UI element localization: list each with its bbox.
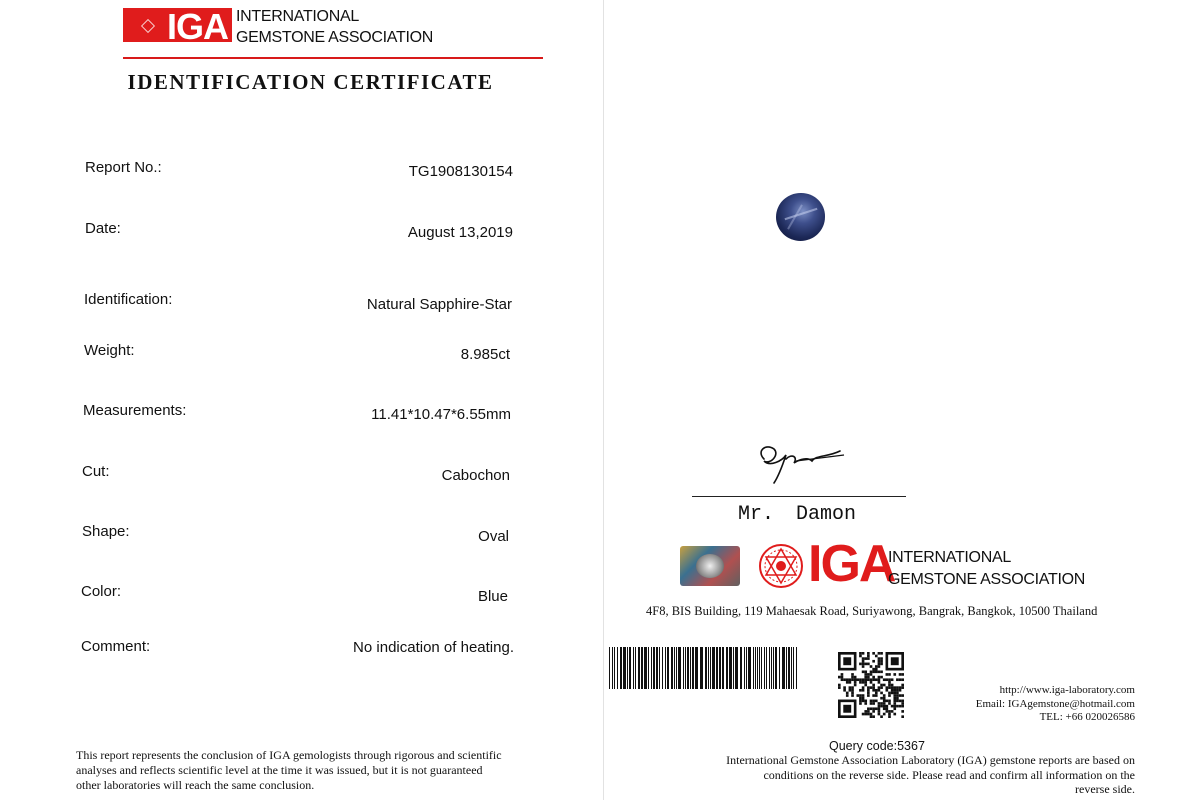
field-value: No indication of heating. — [353, 639, 514, 656]
field-value: Oval — [478, 528, 509, 545]
footer-brand-association: GEMSTONE ASSOCIATION — [888, 571, 1086, 588]
reports-note-line: International Gemstone Association Laboratory (IGA) gemstone reports are based on — [726, 753, 1135, 767]
disclaimer-line: This report represents the conclusion of IGA gemologists through rigorous and scientific — [76, 748, 502, 762]
field-label: Color: — [81, 583, 122, 600]
signatory-name: Mr. Damon — [738, 503, 857, 526]
field-label: Shape: — [82, 523, 130, 540]
hologram-center — [696, 554, 724, 578]
phone-number: TEL: +66 020026586 — [1039, 711, 1135, 723]
barcode — [609, 647, 800, 689]
email-address[interactable]: Email: IGAgemstone@hotmail.com — [975, 697, 1135, 710]
field-value: 8.985ct — [460, 346, 510, 363]
reports-note-line: reverse side. — [1075, 782, 1135, 796]
field-label: Weight: — [84, 342, 135, 359]
iga-logo-letters: IGA — [167, 6, 229, 47]
hologram-sticker-icon — [680, 546, 740, 586]
footer-iga-logo: IGA — [808, 535, 895, 593]
field-label: Report No.: — [85, 159, 162, 176]
field-value: August 13,2019 — [407, 224, 513, 241]
field-label: Identification: — [84, 291, 173, 308]
iga-logo-box — [123, 6, 232, 47]
certificate-title: IDENTIFICATION CERTIFICATE — [127, 70, 494, 94]
page-divider — [603, 0, 604, 800]
field-value: Natural Sapphire-Star — [366, 296, 512, 313]
disclaimer-line: analyses and reflects scientific level at the time it was issued, but it is not guaranteed — [76, 763, 483, 777]
field-value: Blue — [477, 588, 508, 605]
field-label: Measurements: — [83, 402, 187, 419]
field-value: TG1908130154 — [408, 163, 513, 180]
signature-line — [692, 496, 906, 497]
contact-block — [900, 684, 1135, 725]
field-value: Cabochon — [441, 467, 510, 484]
field-label: Cut: — [82, 463, 110, 480]
reports-note — [640, 753, 1135, 797]
signature — [752, 437, 848, 485]
brand-line-international: INTERNATIONAL — [236, 8, 359, 25]
field-label: Date: — [85, 220, 121, 237]
brand-line-association: GEMSTONE ASSOCIATION — [236, 29, 434, 46]
diamond-icon — [141, 19, 155, 33]
gem-photo — [776, 193, 825, 241]
query-code: Query code:5367 — [829, 739, 925, 753]
header-rule — [123, 57, 543, 59]
website-link[interactable]: http://www.iga-laboratory.com — [999, 684, 1135, 696]
footer-brand-international: INTERNATIONAL — [888, 549, 1011, 566]
qr-code — [837, 652, 905, 718]
disclaimer-text — [76, 748, 546, 793]
field-label: Comment: — [81, 638, 151, 655]
field-value: 11.41*10.47*6.55mm — [371, 406, 511, 423]
gem-star-ray — [785, 208, 818, 220]
lab-address: 4F8, BIS Building, 119 Mahaesak Road, Suriyawong, Bangrak, Bangkok, 10500 Thailand — [646, 604, 1098, 618]
reports-note-line: conditions on the reverse side. Please read and confirm all information on the — [763, 767, 1135, 782]
iga-seal-icon — [758, 543, 804, 589]
disclaimer-line: other laboratories will reach the same conclusion. — [76, 778, 315, 792]
